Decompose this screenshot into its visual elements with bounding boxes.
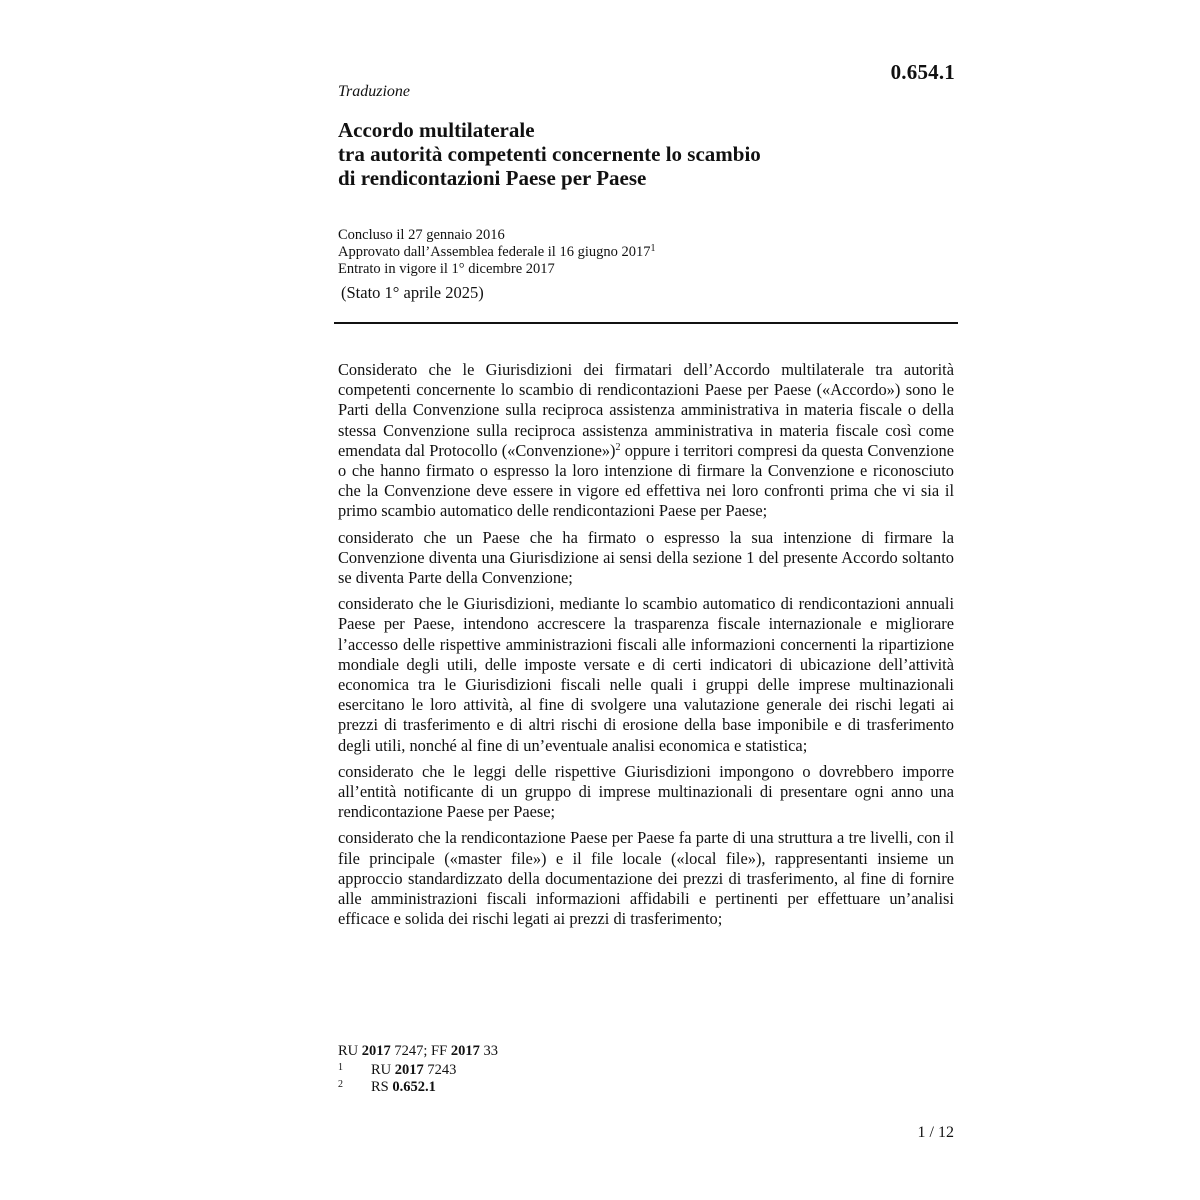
sr-number: 0.654.1 bbox=[890, 60, 955, 84]
preamble-paragraph-3: considerato che le Giurisdizioni, mediante lo scambio automatico di rendicontazioni annuali Paese per Paese, intendono accrescere la trasparenza fiscale internazionale e migliorare l’accesso delle rispettive amministrazioni fiscali alle informazioni concernenti la ripartizione mondiale degli utili, delle imposte versate e di certi indicatori di ubicazione dell’attività economica tra le Giurisdizioni fiscali nelle quali i gruppi delle imprese multinazionali esercitano le loro attività, al fine di svolgere una valutazione generale dei rischi legati ai prezzi di trasferimento e di altri rischi di erosione della base imponibile e di trasferimento degli utili, nonché al fine di un’eventuale analisi economica e statistica; bbox=[338, 594, 954, 755]
official-publication-reference bbox=[338, 1043, 498, 1060]
footnote-number: 2 bbox=[338, 1079, 343, 1090]
entry-into-force-date: Entrato in vigore il 1° dicembre 2017 bbox=[338, 261, 555, 277]
title-line-3: di rendicontazioni Paese per Paese bbox=[338, 166, 647, 190]
footnote-text bbox=[371, 1079, 436, 1096]
document-title bbox=[338, 118, 958, 190]
footnote-suffix: 7243 bbox=[423, 1062, 457, 1078]
ru-year: 2017 bbox=[361, 1043, 391, 1059]
footnote-bold: 2017 bbox=[394, 1062, 424, 1078]
ff-rest: 33 bbox=[479, 1043, 498, 1059]
translation-label: Traduzione bbox=[338, 83, 411, 100]
preamble-paragraph-2: considerato che un Paese che ha firmato o espresso la sua intenzione di firmare la Convenzione diventa una Giurisdizione ai sensi della sezione 1 del presente Accordo soltanto se diventa Parte della Convenzione; bbox=[338, 527, 954, 588]
document-meta bbox=[338, 227, 958, 278]
preamble-paragraph-4: considerato che le leggi delle rispettive Giurisdizioni impongono o dovrebbero imporre all’entità notificante di un gruppo di imprese multinazionali di presentare ogni anno una rendicontazione Paese per Paese; bbox=[338, 761, 954, 822]
ff-year: 2017 bbox=[450, 1043, 480, 1059]
title-line-1: Accordo multilaterale bbox=[338, 118, 535, 142]
approved-date: Approvato dall’Assemblea federale il 16 giugno 2017 bbox=[338, 244, 651, 260]
approved-line bbox=[338, 244, 958, 261]
footnote-number: 1 bbox=[338, 1062, 343, 1073]
preamble-paragraph-5: considerato che la rendicontazione Paese per Paese fa parte di una struttura a tre livelli, con il file principale («master file») e il file locale («local file»), rappresentanti insieme un approccio standardizzato della documentazione dei prezzi di trasferimento, al fine di fornire alle amministrazioni fiscali informazioni affidabili e pertinenti per effettuare un’analisi efficace e solida dei rischi legati ai prezzi di trasferimento; bbox=[338, 828, 954, 929]
preamble bbox=[338, 360, 954, 935]
footnote-bold: 0.652.1 bbox=[392, 1079, 436, 1095]
footnote-ref-2[interactable]: 2 bbox=[615, 441, 621, 453]
paragraph-text: Considerato che le Giurisdizioni dei firmatari dell’Accordo multilaterale tra autorità competenti concernente lo scambio di rendicontazioni Paese per Paese («Accordo») sono le Parti della Convenzione sulla reciproca assistenza amministrativa in materia fiscale o della stessa Convenzione sulla reciproca assistenza amministrativa in materia fiscale così come emendata dal Protocollo («Convenzione») bbox=[338, 360, 954, 460]
footnote-prefix: RU bbox=[371, 1062, 395, 1078]
ru-rest: 7247; FF bbox=[390, 1043, 451, 1059]
preamble-paragraph-1 bbox=[338, 360, 954, 522]
footnote-prefix: RS bbox=[371, 1079, 393, 1095]
footnote-text bbox=[371, 1062, 456, 1079]
footnote-ref-1[interactable]: 1 bbox=[650, 243, 656, 254]
title-line-2: tra autorità competenti concernente lo scambio bbox=[338, 142, 761, 166]
header-divider bbox=[334, 322, 958, 324]
paragraph-text-continued: oppure i territori compresi da questa Convenzione o che hanno firmato o espresso la loro intenzione di firmare la Convenzione e riconosciuto che la Convenzione deve essere in vigore ed effettiva nei loro confronti prima che vi sia il primo scambio automatico delle rendicontazioni Paese per Paese; bbox=[338, 440, 954, 521]
status-date: (Stato 1° aprile 2025) bbox=[341, 283, 484, 302]
concluded-date: Concluso il 27 gennaio 2016 bbox=[338, 227, 505, 243]
ru-prefix: RU bbox=[338, 1043, 362, 1059]
page-number: 1 / 12 bbox=[917, 1124, 954, 1141]
